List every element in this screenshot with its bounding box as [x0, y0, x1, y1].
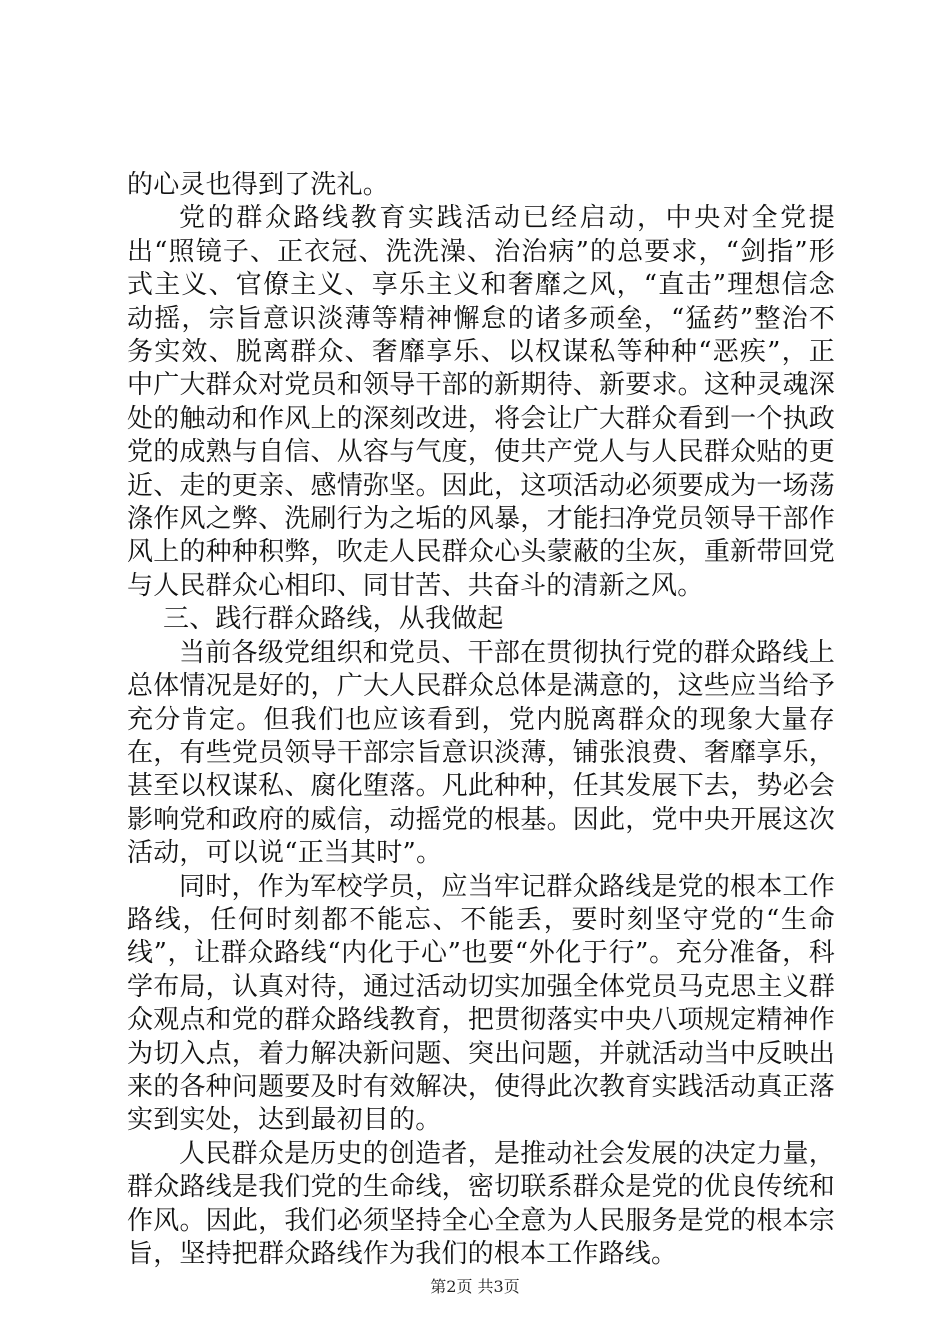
- document-body: [127, 169, 835, 1271]
- page-number-footer: 第2页 共3页: [430, 1277, 520, 1296]
- paragraph-current-situation: 当前各级党组织和党员、干部在贯彻执行党的群众路线上总体情况是好的，广大人民群众总体是满意的，这些应当给予充分肯定。但我们也应该看到，党内脱离群众的现象大量存在，有些党员领导干部宗旨意识淡薄，铺张浪费、奢靡享乐，甚至以权谋私、腐化堕落。凡此种种，任其发展下去，势必会影响党和政府的威信，动摇党的根基。因此，党中央开展这次活动，可以说“正当其时”。: [127, 637, 835, 869]
- section-heading: 三、践行群众路线，从我做起: [163, 604, 504, 635]
- paragraph-conclusion: 人民群众是历史的创造者，是推动社会发展的决定力量，群众路线是我们党的生命线，密切联系群众是党的优良传统和作风。因此，我们必须坚持全心全意为人民服务是党的根本宗旨，坚持把群众路线作为我们的根本工作路线。: [127, 1138, 835, 1269]
- paragraph-mass-line-campaign: 党的群众路线教育实践活动已经启动，中央对全党提出“照镜子、正衣冠、洗洗澡、治治病”的总要求，“剑指”形式主义、官僚主义、享乐主义和奢靡之风，“直击”理想信念动摇，宗旨意识淡薄等精神懈怠的诸多顽垒，“猛药”整治不务实效、脱离群众、奢靡享乐、以权谋私等种种“恶疾”，正中广大群众对党员和领导干部的新期待、新要求。这种灵魂深处的触动和作风上的深刻改进，将会让广大群众看到一个执政党的成熟与自信、从容与气度，使共产党人与人民群众贴的更近、走的更亲、感情弥坚。因此，这项活动必须要成为一场荡涤作风之弊、洗刷行为之垢的风暴，才能扫净党员领导干部作风上的种种积弊，吹走人民群众心头蒙蔽的尘灰，重新带回党与人民群众心相印、同甘苦、共奋斗的清新之风。: [127, 203, 835, 601]
- paragraph-cadet-duty: 同时，作为军校学员，应当牢记群众路线是党的根本工作路线，任何时刻都不能忘、不能丢，要时刻坚守党的“生命线”，让群众路线“内化于心”也要“外化于行”。充分准备，科学布局，认真对待，通过活动切实加强全体党员马克思主义群众观点和党的群众路线教育，把贯彻落实中央八项规定精神作为切入点，着力解决新问题、突出问题，并就活动当中反映出来的各种问题要及时有效解决，使得此次教育实践活动真正落实到实处，达到最初目的。: [127, 871, 835, 1136]
- paragraph-continuation: 的心灵也得到了洗礼。: [127, 170, 390, 200]
